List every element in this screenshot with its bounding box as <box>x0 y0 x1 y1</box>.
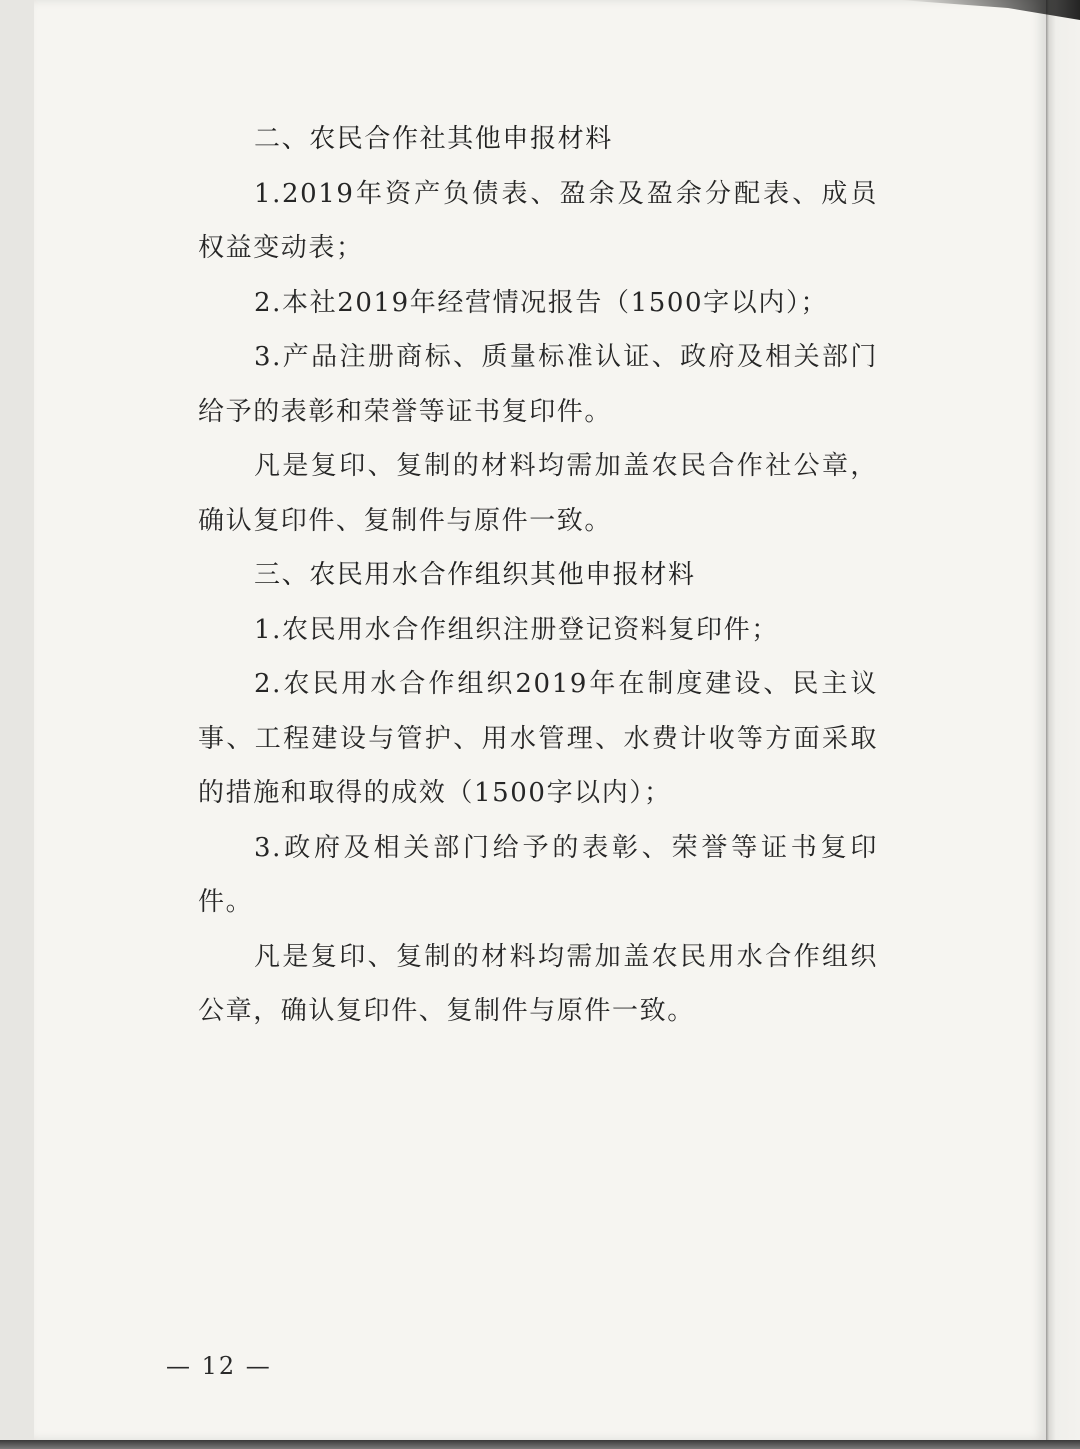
section-2-heading: 二、农民合作社其他申报材料 <box>254 124 613 154</box>
section-2-item-2: 2.本社2019年经营情况报告（1500字以内）； <box>254 287 829 318</box>
document-body <box>198 112 878 1039</box>
page-number: — 12 — <box>166 1352 272 1380</box>
section-3-item-2: 2.农民用水合作组织2019年在制度建设、民主议事、工程建设与管护、用水管理、水费计收等方面采取的措施和取得的成效（1500字以内）； <box>198 669 878 808</box>
page-edge-shadow <box>1046 0 1080 1449</box>
bottom-edge-shadow <box>0 1440 1080 1449</box>
section-2-note: 凡是复印、复制的材料均需加盖农民合作社公章，确认复印件、复制件与原件一致。 <box>198 451 878 536</box>
section-3-heading: 三、农民用水合作组织其他申报材料 <box>254 560 696 590</box>
section-3-note: 凡是复印、复制的材料均需加盖农民用水合作组织公章，确认复印件、复制件与原件一致。 <box>198 941 878 1026</box>
section-3-item-3: 3.政府及相关部门给予的表彰、荣誉等证书复印件。 <box>198 832 878 917</box>
section-2-item-1: 1.2019年资产负债表、盈余及盈余分配表、成员权益变动表； <box>198 178 878 263</box>
section-2-item-3: 3.产品注册商标、质量标准认证、政府及相关部门给予的表彰和荣誉等证书复印件。 <box>198 342 878 427</box>
section-3-item-1: 1.农民用水合作组织注册登记资料复印件； <box>254 614 779 645</box>
